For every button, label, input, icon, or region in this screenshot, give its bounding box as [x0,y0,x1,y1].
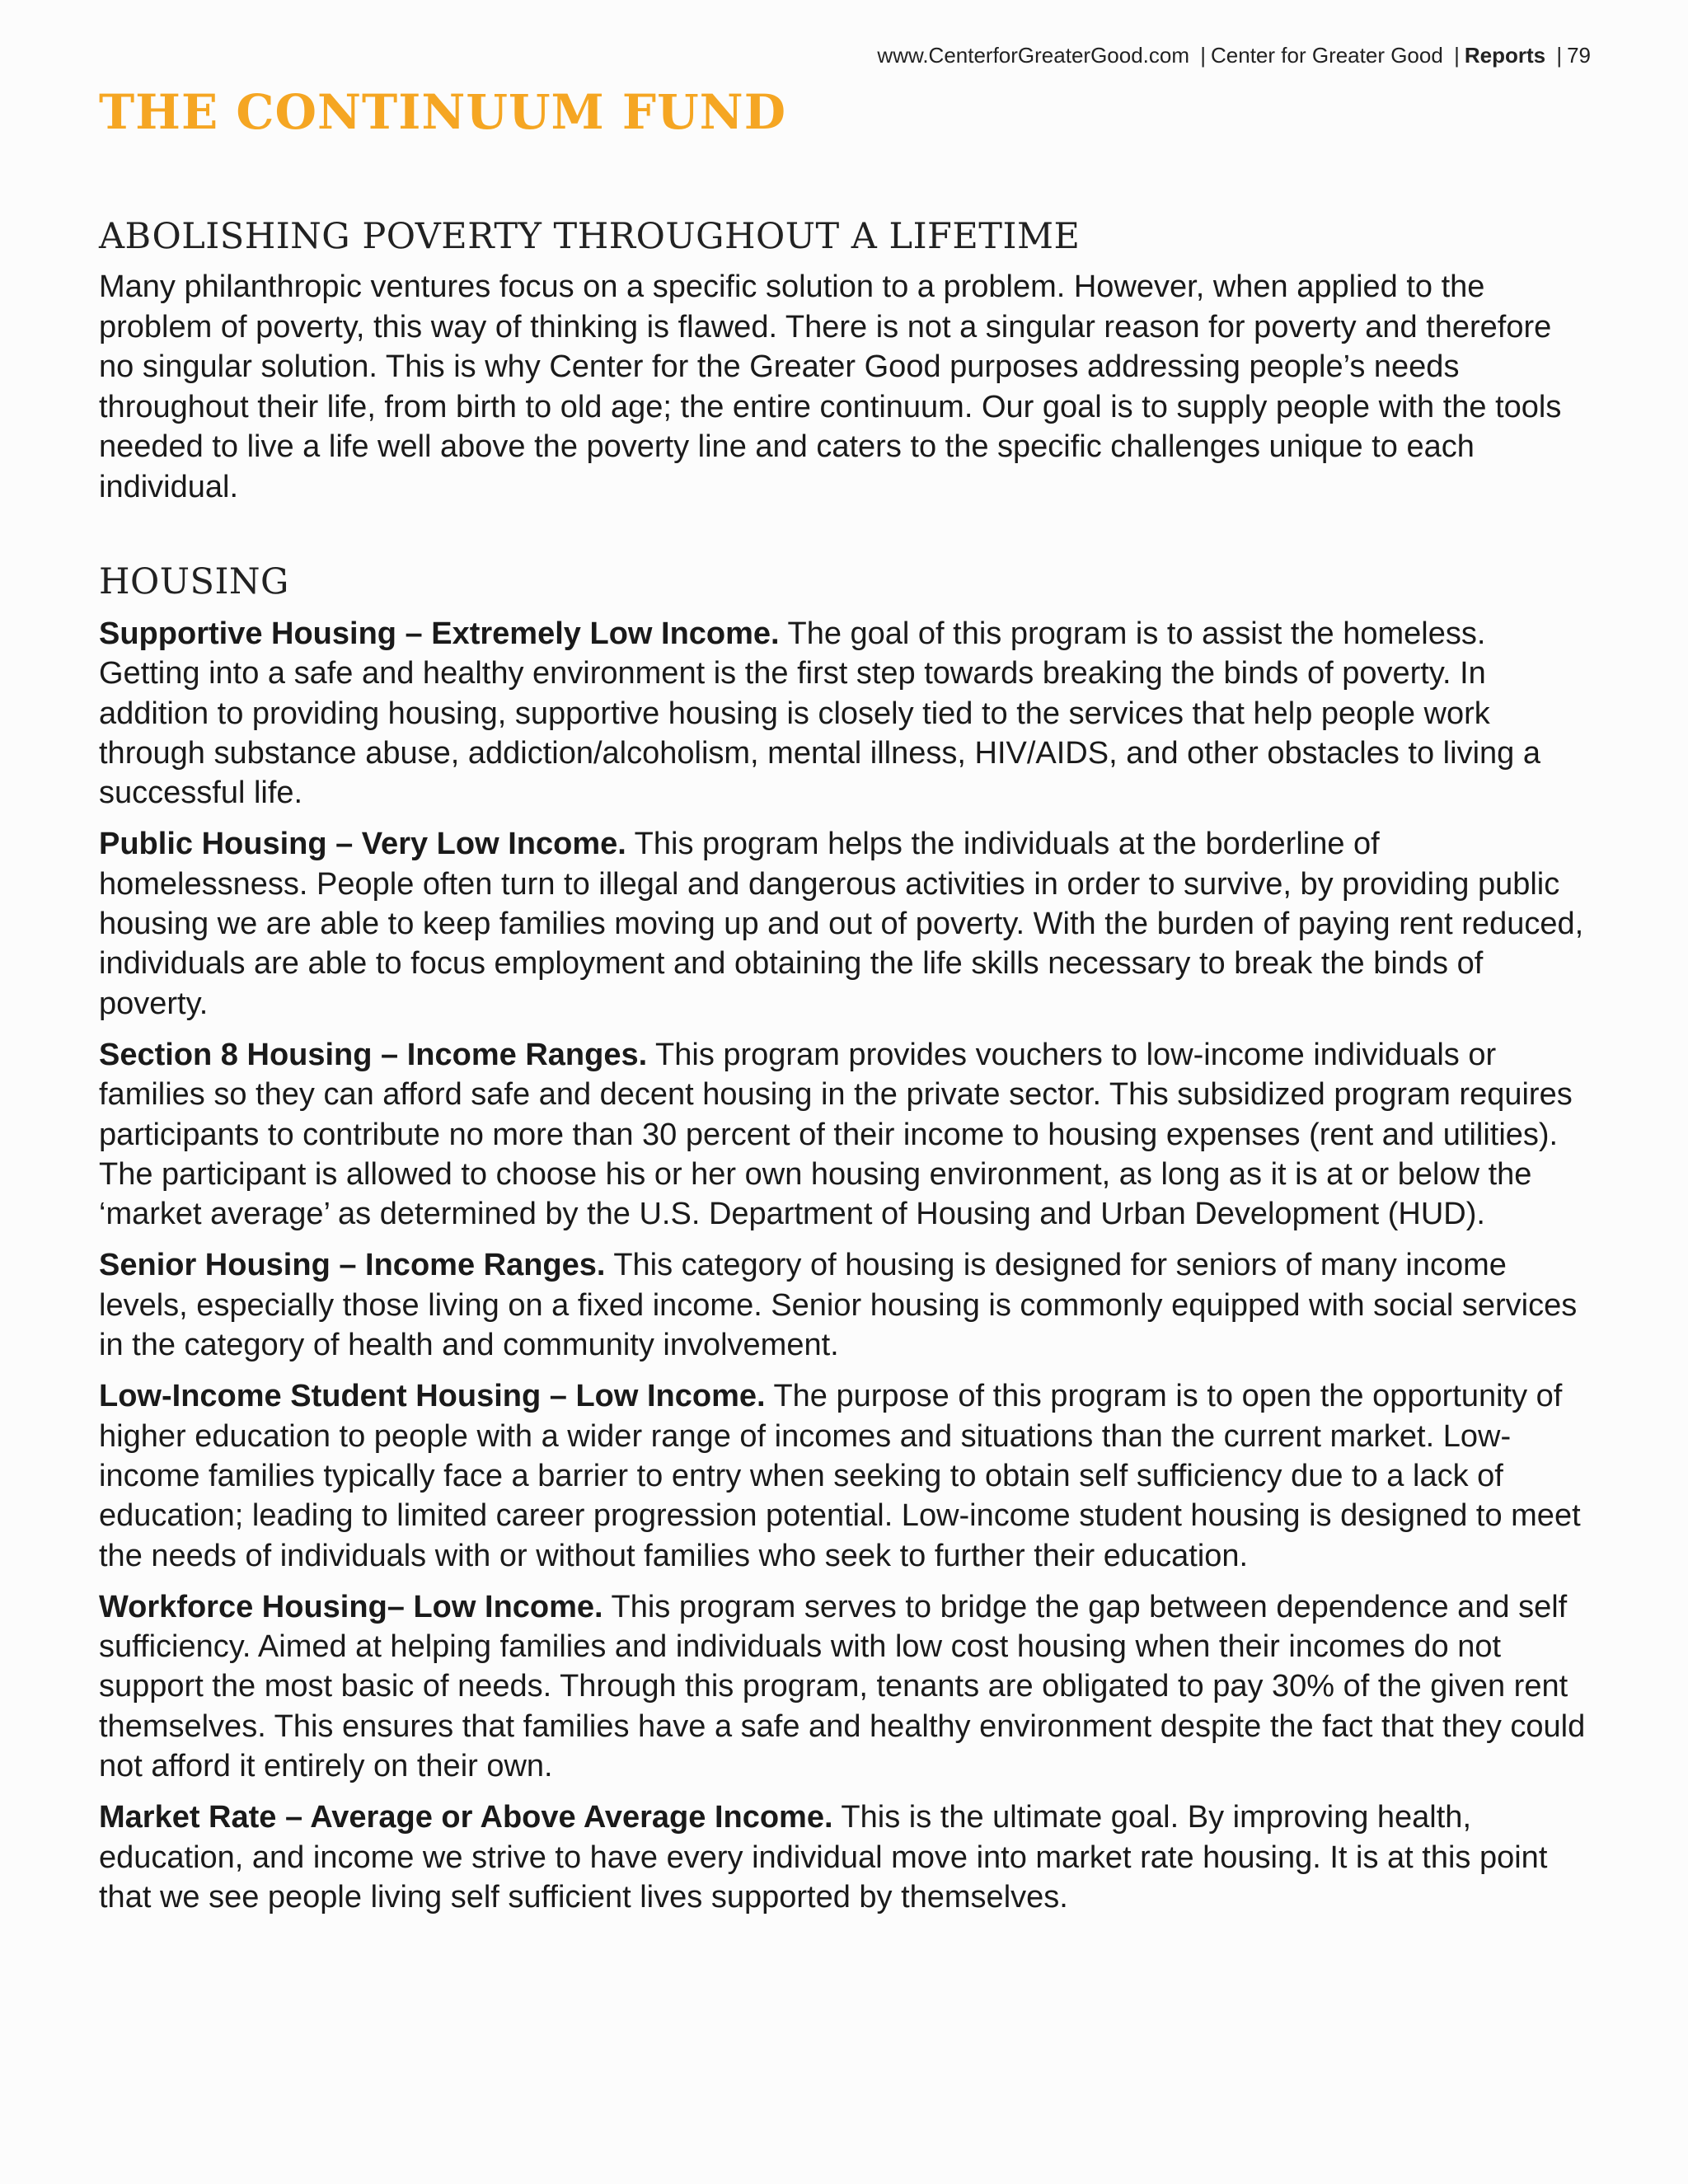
running-header [877,43,1591,68]
program-description: The goal of this program is to assist the homeless. Getting into a safe and healthy environment is the first step towards breaking the binds of poverty. In addition to providing housing, supportive housing is closely tied to the services that help people work through substance abuse, addiction/alcoholism, mental illness, HIV/AIDS, and other obstacles to living a successful life. [99,616,1540,811]
intro-paragraph: Many philanthropic ventures focus on a specific solution to a problem. However, when applied to the problem of poverty, this way of thinking is flawed. There is not a singular reason for poverty and therefore no singular solution. This is why Center for the Greater Good purposes addressing people’s needs throughout their life, from birth to old age; the entire continuum. Our goal is to supply people with the tools needed to live a life well above the poverty line and caters to the specific challenges unique to each individual. [99,269,1562,504]
program-description: The purpose of this program is to open the opportunity of higher education to people with a wider range of incomes and situations than the current market. Low-income families typically face a barrier to entry when seeking to obtain self sufficiency due to a lack of education; leading to limited career progression potential. Low-income student housing is designed to meet the needs of individuals with or without families who seek to further their education. [99,1379,1581,1573]
program-student-housing [99,1376,1591,1575]
website-link[interactable]: www.CenterforGreaterGood.com [877,43,1190,68]
housing-heading: HOUSING [99,561,289,602]
program-workforce-housing [99,1587,1591,1786]
program-description: This program serves to bridge the gap between dependence and self sufficiency. Aimed at helping families and individuals with low cost housing when their incomes do not support the most basic of needs. Through this program, tenants are obligated to pay 30% of the given rent themselves. This ensures that families have a safe and healthy environment despite the fact that they could not afford it entirely on their own. [99,1589,1586,1784]
program-description: This program provides vouchers to low-income individuals or families so they can afford safe and decent housing in the private sector. This subsidized program requires participants to contribute no more than 30 percent of their income to housing expenses (rent and utilities). The participant is allowed to choose his or her own housing environment, as long as it is at or below the ‘market average’ as determined by the U.S. Department of Housing and Urban Development (HUD). [99,1037,1573,1232]
program-description: This is the ultimate goal. By improving health, education, and income we strive to have every individual move into market rate housing. It is at this point that we see people living self sufficient lives supported by themselves. [99,1800,1548,1915]
program-title: Workforce Housing– Low Income. [99,1589,603,1624]
program-supportive-housing [99,614,1591,813]
document-title: THE CONTINUUM FUND [99,84,786,140]
intro-heading: ABOLISHING POVERTY THROUGHOUT A LIFETIME [99,216,1081,257]
main-content [99,213,1591,1917]
header-separator: | [1200,43,1207,68]
program-market-rate-housing [99,1797,1591,1917]
page-number: 79 [1567,43,1591,68]
header-separator: | [1556,43,1563,68]
program-title: Supportive Housing – Extremely Low Income. [99,616,780,651]
program-description: This category of housing is designed for seniors of many income levels, especially those living on a fixed income. Senior housing is commonly equipped with social services in the category of health and community involvement. [99,1248,1578,1363]
program-title: Public Housing – Very Low Income. [99,827,626,862]
program-section-8-housing [99,1035,1591,1234]
program-public-housing [99,824,1591,1023]
program-title: Market Rate – Average or Above Average Income. [99,1800,833,1835]
program-title: Section 8 Housing – Income Ranges. [99,1037,648,1072]
program-title: Senior Housing – Income Ranges. [99,1248,606,1283]
program-title: Low-Income Student Housing – Low Income. [99,1379,766,1414]
program-description: This program helps the individuals at the borderline of homelessness. People often turn to illegal and dangerous activities in order to survive, by providing public housing we are able to keep families moving up and out of poverty. With the burden of paying rent reduced, individuals are able to focus employment and obtaining the life skills necessary to break the binds of poverty. [99,827,1584,1021]
program-senior-housing [99,1245,1591,1365]
header-separator: | [1454,43,1460,68]
section-name: Reports [1464,43,1546,68]
organization-name: Center for Greater Good [1211,43,1443,68]
